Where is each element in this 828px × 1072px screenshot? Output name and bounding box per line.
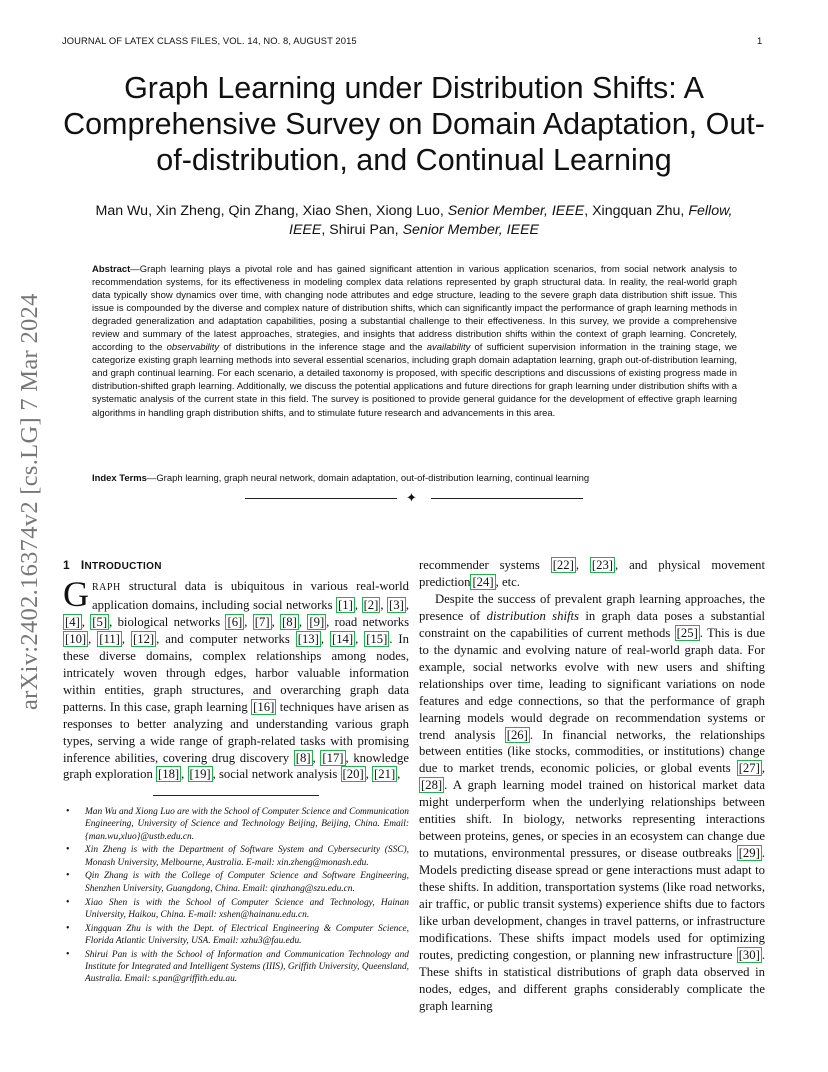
footnote-item: • Xin Zheng is with the Department of Software System and Cybersecurity (SSC), Monash University, Melbourne, Australia. E-mail: xin.zheng@monash.edu.	[63, 844, 409, 869]
body-text: Despite the success of prevalent graph learning approaches, the presence of	[419, 591, 765, 623]
page-number: 1	[757, 35, 763, 46]
abstract-text: —Graph learning plays a pivotal role and has gained significant attention in various application scenarios, from social network analysis to recommendation systems, for its effectiveness in modeling complex data relations represented by graph structural data. In reality, the real-world graph data typically show dynamics over time, with changing node attributes and edge structure, leading to the severe graph data distribution shift issue. This issue is compounded by the diverse and complex nature of distribution shifts, which can significantly impact the performance of graph learning methods in degraded generalization and adaptation capabilities, posing a substantial challenge to their effectiveness. In this survey, we provide a comprehensive review and summary of the latest approaches, strategies, and insights that address distribution shifts within the context of graph learning. Concretely, according to the	[92, 264, 737, 354]
footnote-rule	[153, 795, 319, 796]
abstract-emphasis: observability	[166, 342, 220, 354]
index-terms-label: Index Terms	[92, 473, 147, 484]
body-text: , knowledge graph exploration	[63, 750, 410, 782]
abstract-label: Abstract	[92, 264, 131, 275]
right-column	[419, 557, 765, 1015]
body-text: , and computer networks	[156, 631, 296, 646]
intro-paragraph: GRAPH structural data is ubiquitous in various real-world application domains, including social networks [1] , [2] , [3] , [4] , [5] , biological networks [6] , [7] , [8] , [9] , road networks [10] , [11] , [12] , and computer networks [13] , [14] , [15] . In these diverse domains, complex relationships among nodes, intricately woven through edges, harbor valuable information within entities, graph structures, and overarching graph data patterns. In this case, graph learning [16] techniques have arisen as responses to better analyzing and understanding various graph types, serving a wide range of graph-related tasks with promising inference abilities, covering drug discovery [8] , [17] , knowledge graph exploration [18] , [19] , social network analysis [20] , [21] ,	[63, 574, 410, 782]
section-heading	[63, 558, 162, 572]
citation-link[interactable]: [14]	[331, 631, 354, 646]
footnote-item: • Xingquan Zhu is with the Dept. of Electrical Engineering & Computer Science, Florida Atlantic University, USA. Email: xzhu3@fau.edu.	[63, 923, 409, 948]
body-text: in graph data poses a substantial constraint on the capabilities of current methods	[419, 608, 765, 640]
body-text: , etc.	[495, 574, 520, 589]
footnote-item: • Shirui Pan is with the School of Information and Communication Technology and Institute for Integrated and Intelligent Systems (IIIS), Griffith University, Queensland, Australia. Email: s.pan@griffith.edu.au.	[63, 949, 409, 986]
body-text: , road networks	[326, 614, 410, 629]
citation-link[interactable]: [26]	[506, 727, 528, 742]
body-text: . This is due to the dynamic and evolving nature of real-world graph data. For example, social networks evolve with new users and shifting relationships over time, leading to significant variations on node features and edge connections, so that the performance of graph learning models would degrade on recommendation systems or trend analysis	[419, 625, 766, 742]
author-list	[70, 202, 758, 240]
citation-link[interactable]: [2]	[363, 597, 379, 612]
body-text: . Models predicting disease spread or gene interactions must adapt to these shifts. In addition, transportation systems (like road networks, air traffic, or public transit systems) experience shifts due to factors like urban development, changes in travel patterns, or infrastructure modifications. These shifts impact models used for optimizing routes, predicting congestion, or planning new infrastructure	[419, 846, 765, 962]
citation-link[interactable]: [28]	[421, 778, 443, 793]
author-role: Fellow,	[688, 203, 733, 219]
citation-link[interactable]: [11]	[99, 631, 120, 646]
citation-link[interactable]: [13]	[297, 631, 319, 646]
citation-link[interactable]: [25]	[676, 625, 698, 640]
citation-link[interactable]: [20]	[342, 767, 364, 782]
author-names: Man Wu, Xin Zheng, Qin Zhang, Xiao Shen, Xiong Luo,	[95, 203, 448, 219]
citation-link[interactable]: [4]	[65, 614, 80, 629]
body-paragraph: recommender systems [22] , [23] , and physical movement prediction [24] , etc.	[419, 558, 765, 589]
footnote-item: • Man Wu and Xiong Luo are with the School of Computer Science and Communication Engineering, University of Science and Technology Beijing, Beijing, China. Email: {man.wu,xluo}@ustb.edu.cn.	[63, 806, 409, 843]
abstract	[92, 263, 737, 420]
citation-link[interactable]: [5]	[92, 614, 108, 629]
citation-link[interactable]: [12]	[133, 631, 155, 646]
citation-link[interactable]: [24]	[472, 574, 494, 589]
citation-link[interactable]: [15]	[366, 631, 388, 646]
body-text: . A graph learning model trained on historical market data might underperform when the underlying relationships between entities shift. In biology, networks representing interactions between proteins, genes, or species in an ecosystem can change due to mutations, environmental pressures, or disease outbreaks	[419, 778, 765, 861]
emphasis: distribution shifts	[486, 608, 579, 623]
citation-link[interactable]: [1]	[338, 597, 353, 612]
citation-link[interactable]: [30]	[738, 947, 760, 962]
citation-link[interactable]: [18]	[158, 767, 180, 782]
abstract-text: of distributions in the inference stage and the	[219, 342, 427, 354]
section-title-initial: I	[80, 558, 85, 572]
section-title-rest: NTRODUCTION	[84, 561, 162, 572]
body-text: . In financial networks, the relationships between entities (like stocks, commodities, or institutions) change due to market trends, economic policies, or global events	[419, 727, 765, 776]
body-text: . In these diverse domains, complex relationships among nodes, intricately woven through edges, harbor valuable information within entities, graph structures, and overarching graph data patterns. In this case, graph learning	[63, 631, 410, 714]
body-text: , and physical movement prediction	[419, 558, 765, 589]
footnote-item: • Xiao Shen is with the School of Computer Science and Technology, Hainan University, Haikou, China. E-mail: xshen@hainanu.edu.cn.	[63, 897, 409, 922]
author-role: IEEE	[289, 222, 322, 238]
left-column	[63, 574, 410, 783]
author-names: , Xingquan Zhu,	[584, 203, 689, 219]
body-text: . These shifts in statistical distributions of graph data observed in nodes, edges, and different graphs considerably complicate the graph learning	[419, 947, 765, 1013]
citation-link[interactable]: [23]	[591, 558, 614, 572]
separator-line-right	[431, 498, 583, 499]
citation-link[interactable]: [8]	[282, 614, 297, 629]
separator-diamond-icon: ✦	[406, 490, 417, 505]
body-paragraph: Despite the success of prevalent graph learning approaches, the presence of distribution shifts in graph data poses a substantial constraint on the capabilities of current methods [25] . This is due to the dynamic and evolving nature of real-world graph data. For example, social networks evolve with new users and shifting relationships over time, leading to significant variations on node features and edge connections, so that the performance of graph learning models would degrade on recommendation systems or trend analysis [26] . In financial networks, the relationships between entities (like stocks, commodities, or institutions) change due to market trends, economic policies, or global events [27] , [28] . A graph learning model trained on historical market data might underperform when the underlying relationships between entities shift. In biology, networks representing interactions between proteins, genes, or species in an ecosystem can change due to mutations, environmental pressures, or disease outbreaks [29] . Models predicting disease spread or gene interactions must adapt to these shifts. In addition, transportation systems (like road networks, air traffic, or public transit systems) experience shifts due to factors like urban development, changes in travel patterns, or infrastructure modifications. These shifts impact models used for optimizing routes, predicting congestion, or planning new infrastructure [30] . These shifts in statistical distributions of graph data observed in nodes, edges, and different graphs considerably complicate the graph learning	[419, 591, 766, 1013]
body-text: recommender systems	[419, 558, 551, 572]
author-role: Senior Member, IEEE	[447, 203, 585, 219]
citation-link[interactable]: [22]	[552, 558, 574, 572]
author-names: , Shirui Pan,	[321, 222, 403, 238]
index-terms	[92, 473, 737, 484]
citation-link[interactable]: [7]	[254, 614, 270, 629]
citation-link[interactable]: [21]	[374, 767, 396, 782]
body-text: , social network analysis	[212, 767, 341, 782]
dropcap: G	[63, 574, 89, 614]
body-text: techniques have arisen as responses to better analyzing and understanding various graph types, serving a wide range of graph-related tasks with promising inference abilities, covering drug discovery	[63, 699, 409, 765]
citation-link[interactable]: [16]	[253, 699, 275, 714]
citation-link[interactable]: [3]	[389, 597, 404, 612]
section-number: 1	[63, 558, 70, 572]
arxiv-watermark: arXiv:2402.16374v2 [cs.LG] 7 Mar 2024	[16, 293, 43, 710]
smallcaps-word: RAPH	[92, 582, 121, 593]
citation-link[interactable]: [29]	[738, 846, 760, 861]
citation-link[interactable]: [10]	[65, 631, 87, 646]
running-head: JOURNAL OF LATEX CLASS FILES, VOL. 14, NO. 8, AUGUST 2015	[62, 35, 357, 46]
separator-line-left	[245, 498, 397, 499]
abstract-emphasis: availability	[426, 342, 471, 354]
citation-link[interactable]: [19]	[189, 767, 211, 782]
body-text: , biological networks	[109, 614, 226, 629]
citation-link[interactable]: [6]	[227, 614, 243, 629]
citation-link[interactable]: [27]	[738, 761, 760, 776]
citation-link[interactable]: [9]	[309, 614, 325, 629]
body-text: structural data is ubiquitous in various real-world application domains, including social networks	[92, 579, 409, 612]
footnotes	[63, 806, 409, 987]
author-role: Senior Member, IEEE	[402, 222, 539, 238]
paper-title: Graph Learning under Distribution Shifts: A Comprehensive Survey on Domain Adaptation, Out-of-distribution, and Continual Learning	[63, 71, 765, 177]
citation-link[interactable]: [17]	[322, 750, 344, 765]
citation-link[interactable]: [8]	[295, 750, 311, 765]
abstract-text: of sufficient supervision information in the training stage, we categorize existing graph learning methods into several essential scenarios, including graph domain adaptation learning, graph out-of-distribution learning, and graph continual learning. For each scenario, a detailed taxonomy is proposed, with specific descriptions and discussions of existing progress made in distribution-shifted graph learning. Additionally, we discuss the potential applications and future directions for graph learning under distribution shifts with a systematic analysis of the current state in this field. The survey is positioned to provide general guidance for the development of effective graph learning algorithms in handling graph distribution shifts, and to stimulate future research and advancements in this area.	[92, 342, 738, 419]
footnote-item: • Qin Zhang is with the College of Computer Science and Software Engineering, Shenzhen University, Guangdong, China. Email: qinzhang@szu.edu.cn.	[63, 870, 409, 895]
index-terms-text: —Graph learning, graph neural network, domain adaptation, out-of-distribution learning, continual learning	[146, 473, 590, 484]
